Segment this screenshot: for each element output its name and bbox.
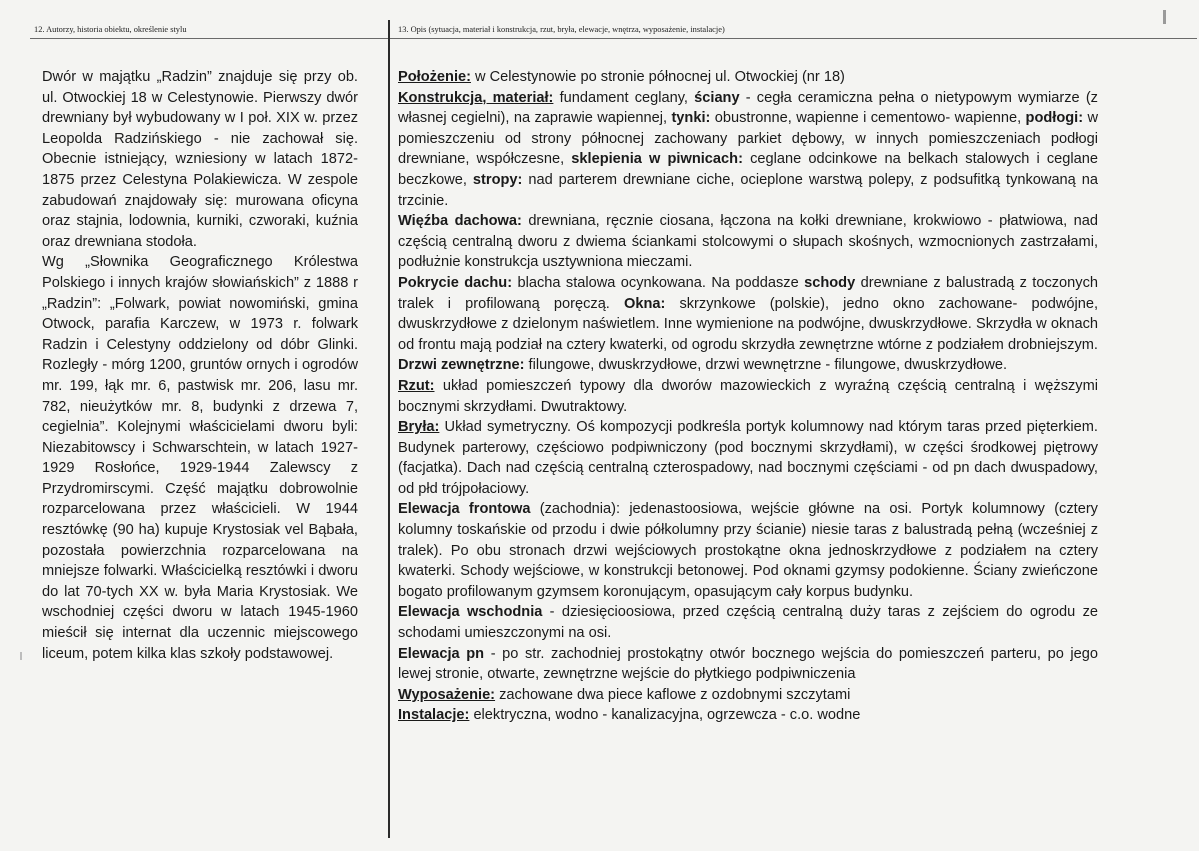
label-wyposazenie: Wyposażenie: — [398, 686, 496, 703]
section-wiezba: Więźba dachowa: drewniana, ręcznie ciosana, łączona na kołki drewniane, krokwiowo - płatwiowa, nad częścią centralną dworu z dwiema ściankami stolcowymi o słupach skośnych, wzmocnionych zastrzałami, podłużnie konstrukcja usztywniona mieczami. — [398, 213, 1098, 271]
label-bryla: Bryła: — [398, 419, 440, 436]
left-column-header: 12. Autorzy, historia obiektu, określenie stylu — [34, 25, 187, 34]
section-polozenie: Położenie: w Celestynowie po stronie północnej ul. Otwockiej (nr 18) — [398, 69, 845, 85]
scan-edge-mark — [1163, 10, 1166, 24]
history-paragraph: Dwór w majątku „Radzin” znajduje się przy ob. ul. Otwockiej 18 w Celestynowie. Pierwszy dwór drewniany był wybudowany w I poł. XIX w. przez Leopolda Radzińskiego - nie zachował się. Obecnie istniejący, wzniesiony w latach 1872-1875 przez Celestyna Polakiewicza. W zespole zabudowań znajdowały się: murowana oficyna oraz stajnia, lodownia, kurniki, czworaki, kuźnia oraz drewniana stodoła. — [42, 69, 358, 250]
header-rule — [30, 38, 1197, 39]
label-wiezba: Więźba dachowa: — [398, 213, 522, 230]
section-konstrukcja: Konstrukcja, materiał: fundament ceglany, ściany - cegła ceramiczna pełna o nietypowym wymiarze (z własnej cegielni), na zaprawie wapiennej, tynki: obustronne, wapienne i cementowo- wapienne, podłogi: w pomieszczeniu od strony północnej zachowany parkiet dębowy, w innych pomieszczeniach podłogi drewniane, współczesne, sklepienia w piwnicach: ceglane odcinkowe na belkach stalowych i ceglane beczkowe, stropy: nad parterem drewniane ciche, ocieplone warstwą polepy, z podsufitką tynkowaną na trzcinie. — [398, 89, 1099, 209]
label-instalacje: Instalacje: — [398, 707, 470, 724]
label-pokrycie: Pokrycie dachu: — [398, 274, 513, 291]
section-pokrycie: Pokrycie dachu: blacha stalowa ocynkowana. Na poddasze schody drewniane z balustradą z toczonych tralek i profilowaną poręczą. Okna: skrzynkowe (polskie), jedno okno zachowane- podwójne, dwuskrzydłowe z dzielonym naświetlem. Inne wymienione na podwójne, dwuskrzydłowe. Skrzydła w oknach od frontu mają podział na cztery kwaterki, od ogrodu skrzydła zewnętrzne wtórne z podziałem drobniejszym. Drzwi zewnętrzne: filungowe, dwuskrzydłowe, drzwi wewnętrzne - filungowe, dwuskrzydłowe. — [398, 274, 1099, 374]
section-rzut: Rzut: układ pomieszczeń typowy dla dworów mazowieckich z wyraźną częścią centralną i węższymi bocznymi skrzydłami. Dwutraktowy. — [398, 377, 1098, 415]
label-konstrukcja: Konstrukcja, materiał: — [398, 89, 554, 106]
scan-speck — [20, 652, 22, 660]
label-elewacja-wschodnia: Elewacja wschodnia — [398, 604, 543, 621]
history-paragraph: Wg „Słownika Geograficznego Królestwa Polskiego i innych krajów słowiańskich” z 1888 r „Radzin”: „Folwark, powiat nowomiński, gmina Otwock, parafia Karczew, w 1973 r. folwark Radzin i Celestyny oddzielony od dóbr Glinki. Rozległy - mórg 1200, gruntów ornych i ogrodów mr. 199, łąk mr. 6, pastwisk mr. 206, lasu mr. 782, nieużytków mr. 8, budynki z drzewa 7, cegielnia”. Kolejnymi właścicielami dworu byli: Niezabitowscy i Schwarschtein, w latach 1927-1929 Rosłońce, 1929-1944 Zalewscy z Przydromirscymi. Część majątku dobrowolnie rozparcelowana przez właścicieli. W 1944 resztówkę (90 ha) kupuje Krystosiak vel Bąbała, pozostała powierzchnia rozparcelowana na mniejsze folwarki. Właścicielką resztówki i dworu do lat 70-tych XX w. była Maria Krystosiak. We wschodniej części dworu w latach 1945-1960 mieścił się internat dla uczennic miejscowego liceum, potem kilka klas szkoły podstawowej. — [42, 254, 358, 662]
label-elewacja-frontowa: Elewacja frontowa — [398, 501, 531, 518]
section-elewacja-frontowa: Elewacja frontowa (zachodnia): jedenastoosiowa, wejście główne na osi. Portyk kolumnowy (cztery kolumny toskańskie od przodu i dwie półkolumny przy ścianie) niesie taras z balustradą pełną (wcześniej z tralek). Po obu stronach drzwi wejściowych prostokątne okna jednoskrzydłowe z podziałem na cztery kwaterki. Schody wejściowe, w konstrukcji betonowej. Pod oknami gzymsy podokienne. Ściany zwieńczone bogato profilowanym gzymsem koronującym, opasującym cały korpus budynku. — [398, 501, 1098, 600]
right-column-header: 13. Opis (sytuacja, materiał i konstrukcja, rzut, bryła, elewacje, wnętrza, wyposażenie, instalacje) — [398, 25, 725, 34]
section-elewacja-wschodnia: Elewacja wschodnia - dziesięcioosiowa, przed częścią centralną duży taras z zejściem do ogrodu ze schodami umieszczonymi na osi. — [398, 604, 1098, 642]
section-bryla: Bryła: Układ symetryczny. Oś kompozycji podkreśla portyk kolumnowy nad którym taras przed pięterkiem. Budynek parterowy, częściowo podpiwniczony (pod bocznymi skrzydłami), w części środkowej piętrowy (facjatka). Dach nad częścią centralną czterospadowy, nad bocznymi częściami - od pn dach dwuspadowy, od płd trójpołaciowy. — [398, 419, 1098, 497]
section-wyposazenie: Wyposażenie: zachowane dwa piece kaflowe z ozdobnymi szczytami — [398, 686, 851, 703]
label-rzut: Rzut: — [398, 377, 435, 394]
history-column — [42, 67, 358, 664]
section-instalacje: Instalacje: elektryczna, wodno - kanalizacyjna, ogrzewcza - c.o. wodne — [398, 707, 861, 724]
label-polozenie: Położenie: — [398, 69, 471, 85]
description-column — [398, 67, 1098, 726]
label-elewacja-pn: Elewacja pn — [398, 645, 485, 662]
column-divider — [388, 20, 390, 838]
section-elewacja-pn: Elewacja pn - po str. zachodniej prostokątny otwór bocznego wejścia do pomieszczeń parteru, po jego lewej stronie, otwarte, zewnętrzne wejście do płytkiego podpiwniczenia — [398, 645, 1099, 683]
